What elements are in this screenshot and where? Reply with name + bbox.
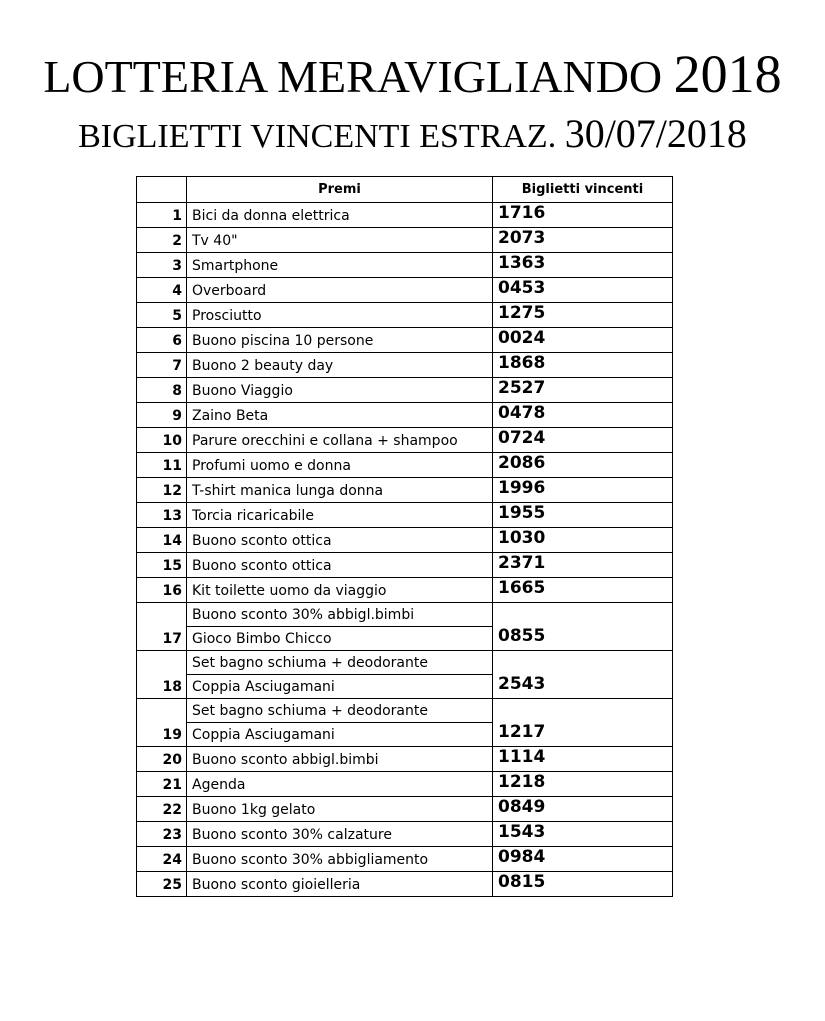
prize-name: Zaino Beta — [187, 403, 493, 428]
winning-ticket: 1030 — [493, 528, 673, 553]
table-row — [137, 822, 673, 847]
winning-ticket: 0024 — [493, 328, 673, 353]
winning-ticket: 2543 — [493, 651, 673, 699]
prize-name: Profumi uomo e donna — [187, 453, 493, 478]
table-row — [137, 278, 673, 303]
row-number: 24 — [137, 847, 187, 872]
prize-name: Coppia Asciugamani — [187, 675, 493, 699]
table-row — [137, 228, 673, 253]
prize-name: Buono 1kg gelato — [187, 797, 493, 822]
prize-name: Smartphone — [187, 253, 493, 278]
row-number: 23 — [137, 822, 187, 847]
table-row — [137, 378, 673, 403]
winning-ticket: 1218 — [493, 772, 673, 797]
row-number: 11 — [137, 453, 187, 478]
row-number: 8 — [137, 378, 187, 403]
prize-name: Overboard — [187, 278, 493, 303]
row-number: 18 — [137, 651, 187, 699]
winning-tickets-table — [136, 176, 673, 897]
prize-name: Buono sconto 30% calzature — [187, 822, 493, 847]
subtitle-date: 30/07/2018 — [564, 111, 747, 156]
prize-name: Set bagno schiuma + deodorante — [187, 699, 493, 723]
table-row — [137, 328, 673, 353]
row-number: 14 — [137, 528, 187, 553]
prize-name: Agenda — [187, 772, 493, 797]
winning-ticket: 1114 — [493, 747, 673, 772]
row-number: 21 — [137, 772, 187, 797]
table-row — [137, 353, 673, 378]
table-row — [137, 847, 673, 872]
table-row — [137, 503, 673, 528]
prize-name: Buono sconto 30% abbigl.bimbi — [187, 603, 493, 627]
winning-ticket: 1543 — [493, 822, 673, 847]
winning-ticket: 1955 — [493, 503, 673, 528]
prize-name: Buono piscina 10 persone — [187, 328, 493, 353]
row-number: 20 — [137, 747, 187, 772]
subtitle-text: BIGLIETTI VINCENTI ESTRAZ. — [78, 118, 565, 155]
row-number: 22 — [137, 797, 187, 822]
table-row — [137, 428, 673, 453]
table-row — [137, 553, 673, 578]
table-row — [137, 603, 673, 627]
document-subtitle — [0, 112, 825, 159]
winning-ticket: 1217 — [493, 699, 673, 747]
table-row — [137, 303, 673, 328]
winning-ticket: 1665 — [493, 578, 673, 603]
table-row — [137, 478, 673, 503]
row-number: 13 — [137, 503, 187, 528]
prize-name: Kit toilette uomo da viaggio — [187, 578, 493, 603]
row-number: 12 — [137, 478, 187, 503]
prize-name: Buono sconto ottica — [187, 528, 493, 553]
table-row — [137, 403, 673, 428]
table-row — [137, 747, 673, 772]
winning-ticket: 2371 — [493, 553, 673, 578]
row-number: 1 — [137, 203, 187, 228]
prize-name: Buono Viaggio — [187, 378, 493, 403]
winning-ticket: 1996 — [493, 478, 673, 503]
table-row — [137, 699, 673, 723]
header-number — [137, 177, 187, 203]
prize-name: Bici da donna elettrica — [187, 203, 493, 228]
table-row — [137, 651, 673, 675]
prize-name: Coppia Asciugamani — [187, 723, 493, 747]
row-number: 2 — [137, 228, 187, 253]
row-number: 17 — [137, 603, 187, 651]
prize-name: Torcia ricaricabile — [187, 503, 493, 528]
table-row — [137, 203, 673, 228]
prize-name: Buono sconto ottica — [187, 553, 493, 578]
header-prizes: Premi — [187, 177, 493, 203]
row-number: 5 — [137, 303, 187, 328]
row-number: 6 — [137, 328, 187, 353]
winning-ticket: 0984 — [493, 847, 673, 872]
winning-ticket: 0453 — [493, 278, 673, 303]
table-row — [137, 528, 673, 553]
header-tickets: Biglietti vincenti — [493, 177, 673, 203]
winning-ticket: 2073 — [493, 228, 673, 253]
winning-ticket: 1868 — [493, 353, 673, 378]
row-number: 9 — [137, 403, 187, 428]
title-text: LOTTERIA MERAVIGLIANDO — [43, 51, 674, 102]
table-row — [137, 453, 673, 478]
row-number: 19 — [137, 699, 187, 747]
document-title — [0, 44, 825, 107]
prize-name: Parure orecchini e collana + shampoo — [187, 428, 493, 453]
winning-ticket: 1363 — [493, 253, 673, 278]
prize-name: Gioco Bimbo Chicco — [187, 627, 493, 651]
winning-ticket: 2086 — [493, 453, 673, 478]
winning-ticket: 0724 — [493, 428, 673, 453]
row-number: 16 — [137, 578, 187, 603]
table-row — [137, 872, 673, 897]
row-number: 3 — [137, 253, 187, 278]
table-header-row — [137, 177, 673, 203]
title-year: 2018 — [673, 44, 782, 104]
row-number: 7 — [137, 353, 187, 378]
winning-ticket: 1716 — [493, 203, 673, 228]
winning-ticket: 0855 — [493, 603, 673, 651]
prize-name: T-shirt manica lunga donna — [187, 478, 493, 503]
prize-name: Buono sconto abbigl.bimbi — [187, 747, 493, 772]
prize-name: Set bagno schiuma + deodorante — [187, 651, 493, 675]
row-number: 15 — [137, 553, 187, 578]
table-row — [137, 772, 673, 797]
table-row — [137, 253, 673, 278]
table-row — [137, 578, 673, 603]
prize-name: Buono sconto gioielleria — [187, 872, 493, 897]
prize-name: Tv 40" — [187, 228, 493, 253]
prize-name: Buono 2 beauty day — [187, 353, 493, 378]
winning-ticket: 0478 — [493, 403, 673, 428]
table-row — [137, 797, 673, 822]
winning-ticket: 0849 — [493, 797, 673, 822]
winning-ticket: 2527 — [493, 378, 673, 403]
winning-ticket: 0815 — [493, 872, 673, 897]
row-number: 10 — [137, 428, 187, 453]
prize-name: Prosciutto — [187, 303, 493, 328]
row-number: 25 — [137, 872, 187, 897]
prize-name: Buono sconto 30% abbigliamento — [187, 847, 493, 872]
winning-ticket: 1275 — [493, 303, 673, 328]
row-number: 4 — [137, 278, 187, 303]
